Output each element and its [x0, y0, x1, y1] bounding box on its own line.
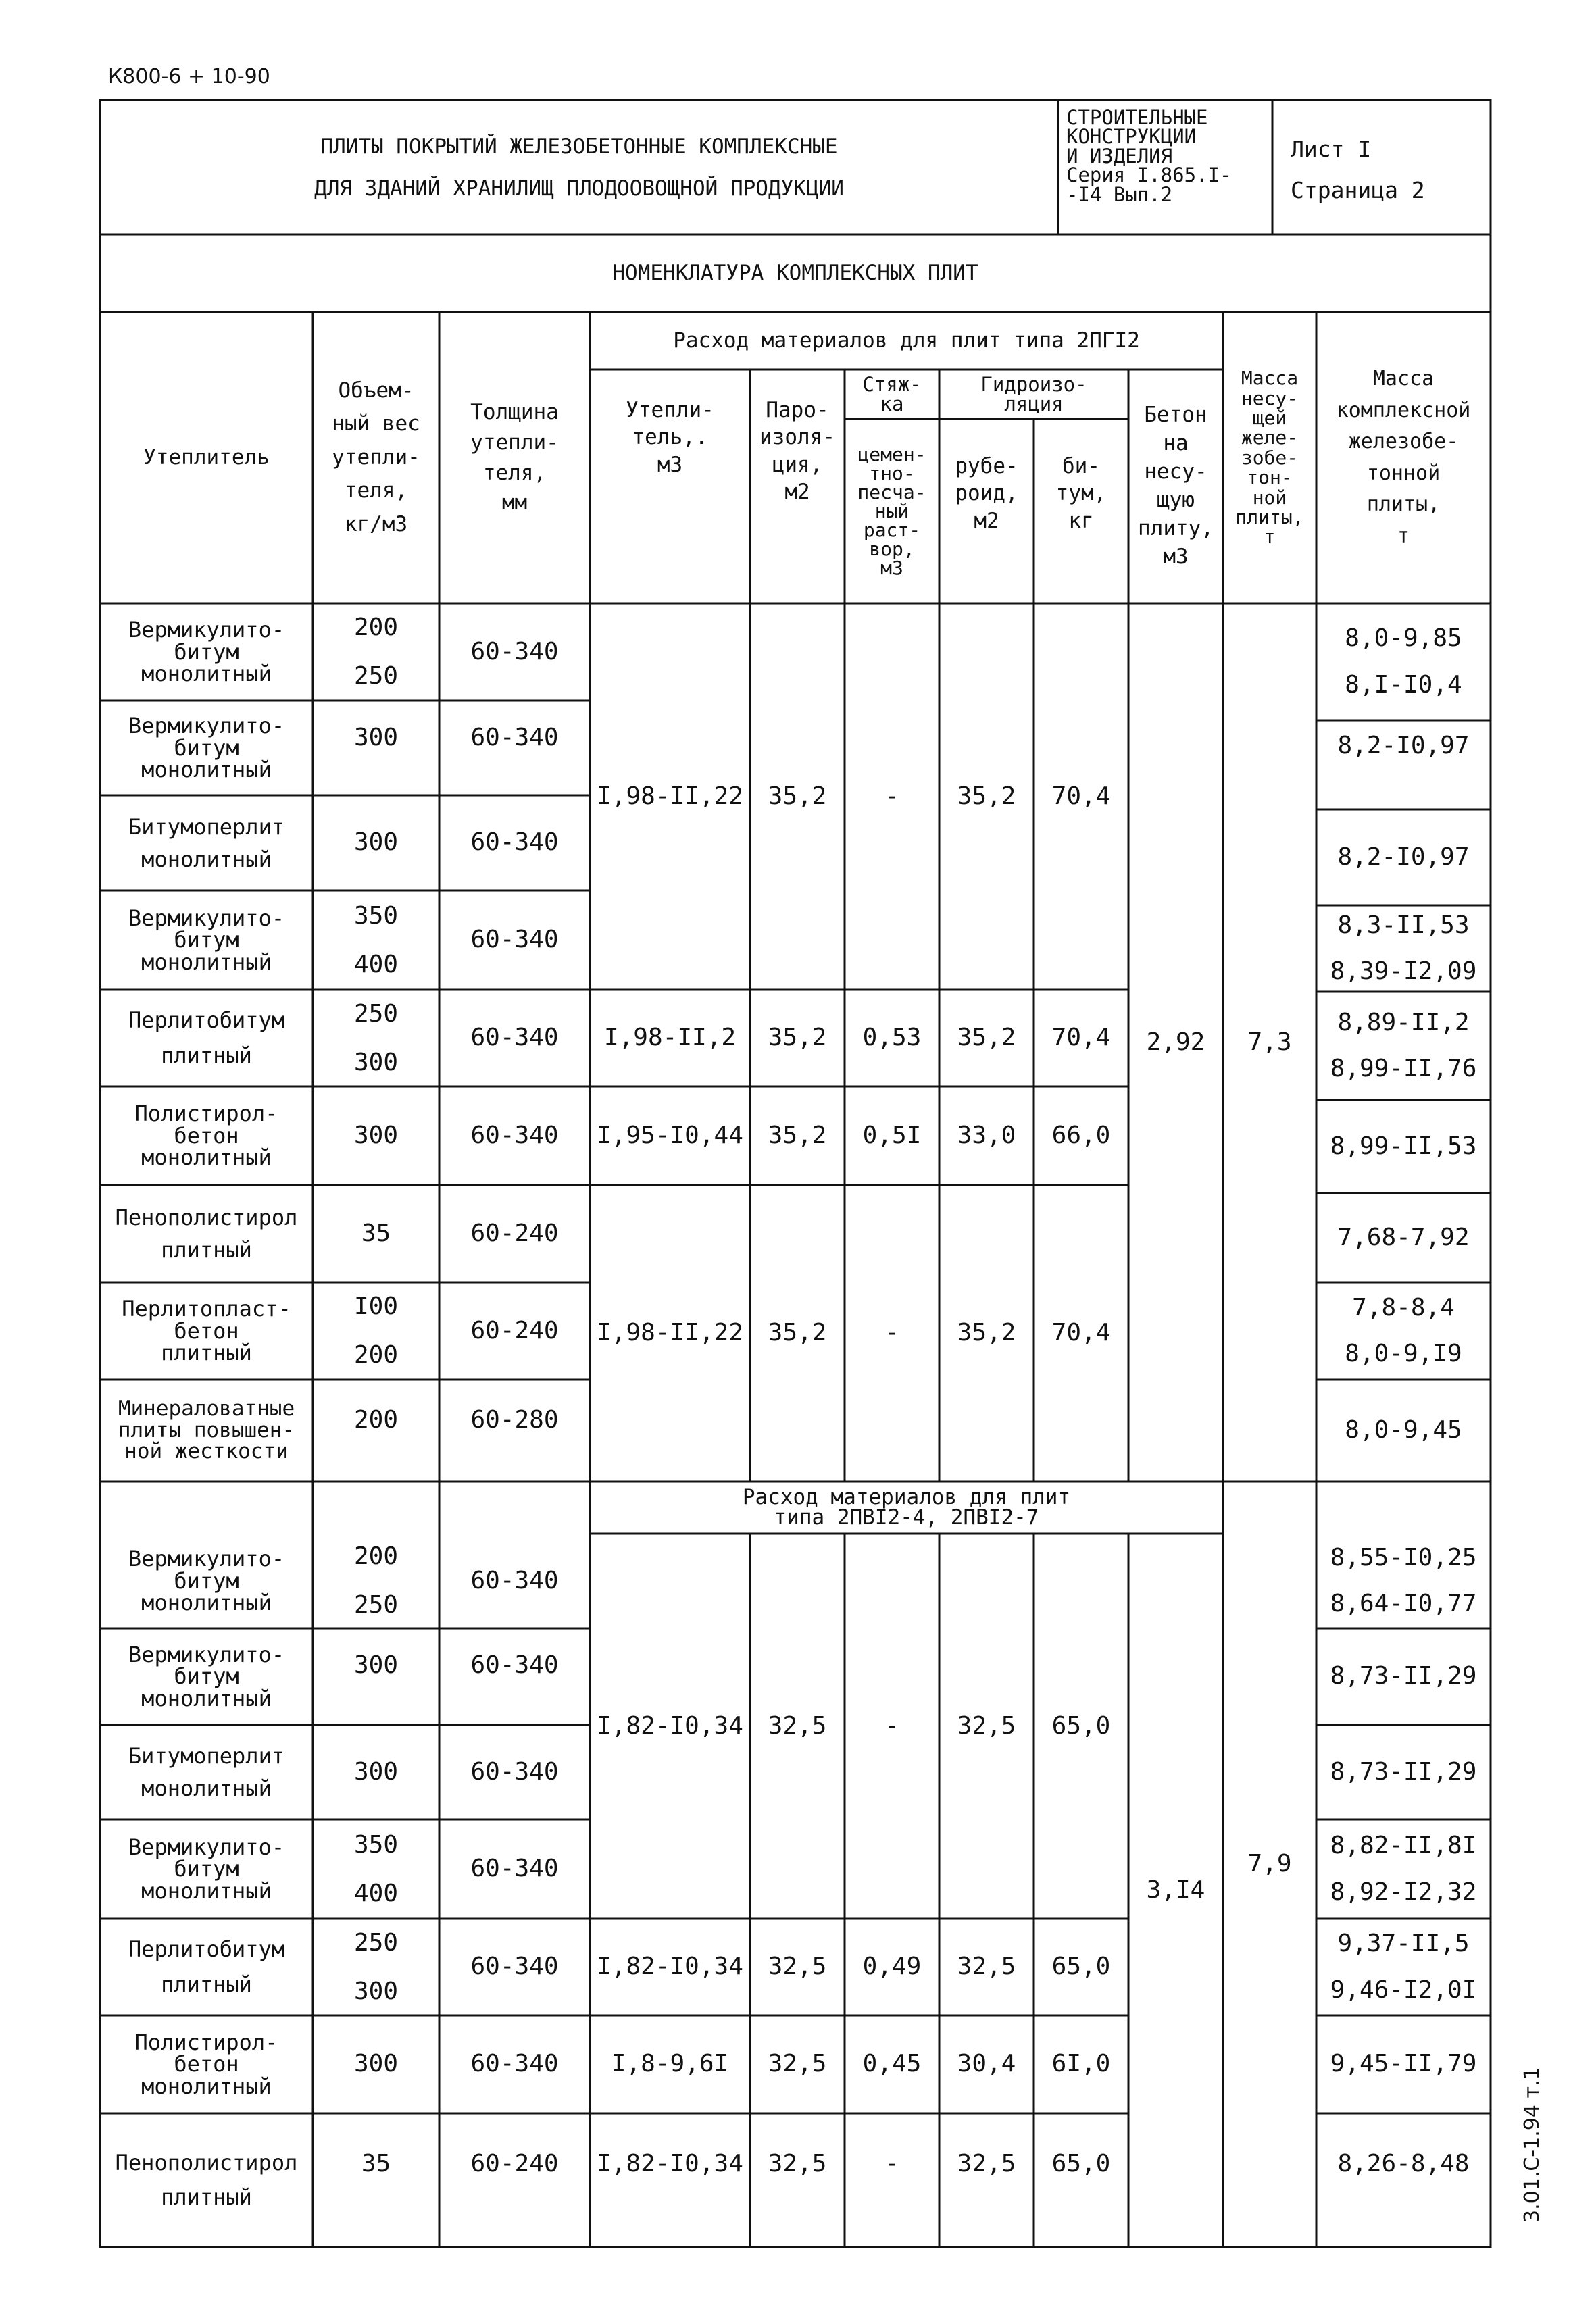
complex-mass: 8,55-I0,25 8,64-I0,77: [1330, 1543, 1477, 1617]
volume-weight: 35: [361, 1219, 391, 1247]
screed-volume: -: [884, 1711, 899, 1740]
insulant-volume: I,98-II,22: [597, 1319, 743, 1347]
insulation-thickness: 60-340: [470, 2050, 559, 2078]
vapor-barrier-area: 32,5: [768, 1953, 827, 1981]
insulation-name: Вермикулито- битум монолитный: [128, 713, 285, 783]
insulation-name: Перлитопласт- бетон плитный: [122, 1296, 291, 1366]
insulation-name: Перлитобитум плитный: [128, 1936, 285, 1997]
volume-weight: 350 400: [353, 901, 399, 978]
insulation-thickness: 60-340: [470, 926, 559, 954]
ruberoid-area: 35,2: [957, 1024, 1016, 1052]
complex-mass: 7,68-7,92: [1337, 1223, 1470, 1251]
complex-mass: 8,2-I0,97: [1337, 731, 1470, 759]
title-line-1: ПЛИТЫ ПОКРЫТИЙ ЖЕЛЕЗОБЕТОННЫЕ КОМПЛЕКСНЫЕ: [320, 134, 838, 159]
screed-volume: 0,45: [862, 2050, 922, 2078]
volume-weight: I00 200: [353, 1292, 399, 1369]
bitumen-mass: 70,4: [1051, 1024, 1111, 1052]
volume-weight: 300: [353, 828, 399, 857]
insulation-thickness: 60-240: [470, 1316, 559, 1344]
ruberoid-area: 32,5: [957, 1711, 1016, 1740]
vapor-barrier-area: 35,2: [768, 782, 827, 810]
complex-mass: 9,45-II,79: [1330, 2050, 1477, 2078]
vapor-barrier-area: 35,2: [768, 1121, 827, 1149]
insulation-name: Минераловатные плиты повышен- ной жесткости: [118, 1397, 295, 1464]
insulation-thickness: 60-340: [470, 1855, 559, 1883]
screed-volume: 0,5I: [862, 1121, 922, 1149]
col-header-screed: Стяж- ка: [862, 372, 922, 416]
col-header-volume-weight: Объем- ный вес утепли- теля, кг/м3: [332, 378, 420, 536]
bitumen-mass: 6I,0: [1051, 2050, 1111, 2078]
complex-mass: 8,73-II,29: [1330, 1662, 1477, 1690]
insulation-thickness: 60-240: [470, 2149, 559, 2178]
insulation-name: Полистирол- бетон монолитный: [134, 1101, 278, 1171]
ruberoid-area: 35,2: [957, 1319, 1016, 1347]
bitumen-mass: 66,0: [1051, 1121, 1111, 1149]
screed-volume: -: [884, 782, 899, 810]
insulation-thickness: 60-340: [470, 1566, 559, 1594]
complex-mass: 8,3-II,53 8,39-I2,09: [1330, 911, 1477, 985]
insulation-name: Вермикулито- битум монолитный: [128, 617, 285, 687]
volume-weight: 200: [353, 1405, 399, 1434]
screed-volume: -: [884, 1319, 899, 1347]
insulant-volume: I,82-I0,34: [597, 1953, 743, 1981]
insulation-thickness: 60-340: [470, 1024, 559, 1052]
insulation-thickness: 60-340: [470, 1651, 559, 1679]
volume-weight: 300: [353, 1757, 399, 1786]
insulation-name: Вермикулито- битум монолитный: [128, 905, 285, 975]
insulation-name: Вермикулито- битум монолитный: [128, 1834, 285, 1904]
insulation-name: Пенополистирол плитный: [115, 1205, 298, 1263]
volume-weight: 300: [353, 1651, 399, 1679]
section2-bearing-mass: 7,9: [1247, 1850, 1292, 1878]
vapor-barrier-area: 35,2: [768, 1319, 827, 1347]
bitumen-mass: 70,4: [1051, 1319, 1111, 1347]
complex-mass: 8,99-II,53: [1330, 1132, 1477, 1160]
bitumen-mass: 65,0: [1051, 2149, 1111, 2178]
complex-mass: 8,2-I0,97: [1337, 842, 1470, 871]
section1-concrete: 2,92: [1146, 1028, 1205, 1056]
ruberoid-area: 32,5: [957, 2149, 1016, 2178]
side-document-code: 3.01.С-1.94 т.1: [1520, 2067, 1544, 2223]
insulation-thickness: 60-240: [470, 1219, 559, 1247]
insulant-volume: I,82-I0,34: [597, 1711, 743, 1740]
screed-volume: -: [884, 2149, 899, 2178]
col-header-consumption-2pg12: Расход материалов для плит типа 2ПГI2: [673, 328, 1140, 353]
volume-weight: 200 250: [353, 613, 399, 690]
bitumen-mass: 70,4: [1051, 782, 1111, 810]
insulant-volume: I,98-II,2: [603, 1024, 737, 1052]
section2-concrete: 3,I4: [1146, 1876, 1205, 1904]
bitumen-mass: 65,0: [1051, 1711, 1111, 1740]
complex-mass: 8,26-8,48: [1337, 2149, 1470, 2178]
ruberoid-area: 35,2: [957, 782, 1016, 810]
volume-weight: 300: [353, 1121, 399, 1149]
volume-weight: 250 300: [353, 1928, 399, 2005]
insulation-thickness: 60-340: [470, 1121, 559, 1149]
insulation-name: Вермикулито- битум монолитный: [128, 1546, 285, 1616]
bitumen-mass: 65,0: [1051, 1953, 1111, 1981]
col-header-screed-mortar: цемен- тно- песча- ный раст- вор, м3: [857, 443, 926, 579]
volume-weight: 300: [353, 723, 399, 751]
col-header-concrete: Бетон на несу- щую плиту, м3: [1138, 403, 1214, 569]
header-title: [100, 100, 1058, 234]
complex-mass: 8,0-9,45: [1345, 1416, 1462, 1444]
col-header-bearing-mass: Масса несу- щей желе- зобе- тон- ной плиты, т: [1235, 367, 1304, 549]
col-header-insulant-m3: Утепли- тель,. м3: [626, 398, 714, 477]
ruberoid-area: 30,4: [957, 2050, 1016, 2078]
col-header-waterproofing: Гидроизо- ляция: [980, 372, 1087, 416]
insulation-name: Перлитобитум плитный: [128, 1007, 285, 1068]
complex-mass: 8,89-II,2 8,99-II,76: [1330, 1008, 1477, 1082]
insulation-thickness: 60-340: [470, 828, 559, 857]
complex-mass: 8,82-II,8I 8,92-I2,32: [1330, 1832, 1477, 1906]
insulant-volume: I,82-I0,34: [597, 2149, 743, 2178]
section1-bearing-mass: 7,3: [1247, 1028, 1292, 1056]
ruberoid-area: 33,0: [957, 1121, 1016, 1149]
insulation-thickness: 60-340: [470, 1757, 559, 1786]
insulation-name: Полистирол- бетон монолитный: [134, 2029, 278, 2099]
col-header-ruberoid: рубе- роид, м2: [955, 454, 1018, 533]
insulation-thickness: 60-280: [470, 1405, 559, 1434]
insulant-volume: I,8-9,6I: [611, 2050, 729, 2078]
vapor-barrier-area: 35,2: [768, 1024, 827, 1052]
insulation-thickness: 60-340: [470, 723, 559, 751]
col-header-complex-mass: Масса комплексной железобе- тонной плиты, т: [1336, 367, 1471, 548]
sheet-info: Лист I Страница 2: [1291, 136, 1425, 204]
ruberoid-area: 32,5: [957, 1953, 1016, 1981]
title-line-2: ДЛЯ ЗДАНИЙ ХРАНИЛИЩ ПЛОДООВОЩНОЙ ПРОДУКЦИИ: [314, 176, 844, 201]
col-header-bitumen: би- тум, кг: [1055, 454, 1107, 533]
volume-weight: 200 250: [353, 1542, 399, 1619]
volume-weight: 350 400: [353, 1830, 399, 1907]
complex-mass: 8,73-II,29: [1330, 1757, 1477, 1786]
insulant-volume: I,95-I0,44: [597, 1121, 743, 1149]
vapor-barrier-area: 32,5: [768, 2050, 827, 2078]
volume-weight: 250 300: [353, 999, 399, 1076]
insulation-thickness: 60-340: [470, 637, 559, 665]
insulant-volume: I,98-II,22: [597, 782, 743, 810]
col-header-consumption-2pv12: Расход материалов для плит типа 2ПВI2-4, 2ПВI2-7: [742, 1485, 1071, 1530]
col-header-insulation: Утеплитель: [143, 445, 270, 470]
col-header-thickness: Толщина утепли- теля, мм: [470, 399, 559, 515]
series-block: СТРОИТЕЛЬНЫЕ КОНСТРУКЦИИ И ИЗДЕЛИЯ Серия I.865.I- -I4 Вып.2: [1066, 106, 1232, 206]
vapor-barrier-area: 32,5: [768, 2149, 827, 2178]
volume-weight: 35: [361, 2149, 391, 2178]
insulation-name: Битумоперлит монолитный: [128, 1743, 285, 1801]
insulation-name: Вермикулито- битум монолитный: [128, 1641, 285, 1711]
screed-volume: 0,49: [862, 1953, 922, 1981]
complex-mass: 9,37-II,5 9,46-I2,0I: [1330, 1930, 1477, 2004]
section-title: НОМЕНКЛАТУРА КОМПЛЕКСНЫХ ПЛИТ: [612, 260, 978, 285]
col-header-vapor-barrier: Паро- изоля- ция, м2: [759, 398, 835, 504]
volume-weight: 300: [353, 2050, 399, 2078]
insulation-name: Пенополистирол плитный: [115, 2149, 298, 2210]
complex-mass: 8,0-9,85 8,I-I0,4: [1345, 624, 1462, 699]
insulation-name: Битумоперлит монолитный: [128, 813, 285, 872]
complex-mass: 7,8-8,4 8,0-9,I9: [1345, 1293, 1462, 1367]
document-code: К800-6 + 10-90: [108, 65, 270, 89]
screed-volume: 0,53: [862, 1024, 922, 1052]
vapor-barrier-area: 32,5: [768, 1711, 827, 1740]
insulation-thickness: 60-340: [470, 1953, 559, 1981]
